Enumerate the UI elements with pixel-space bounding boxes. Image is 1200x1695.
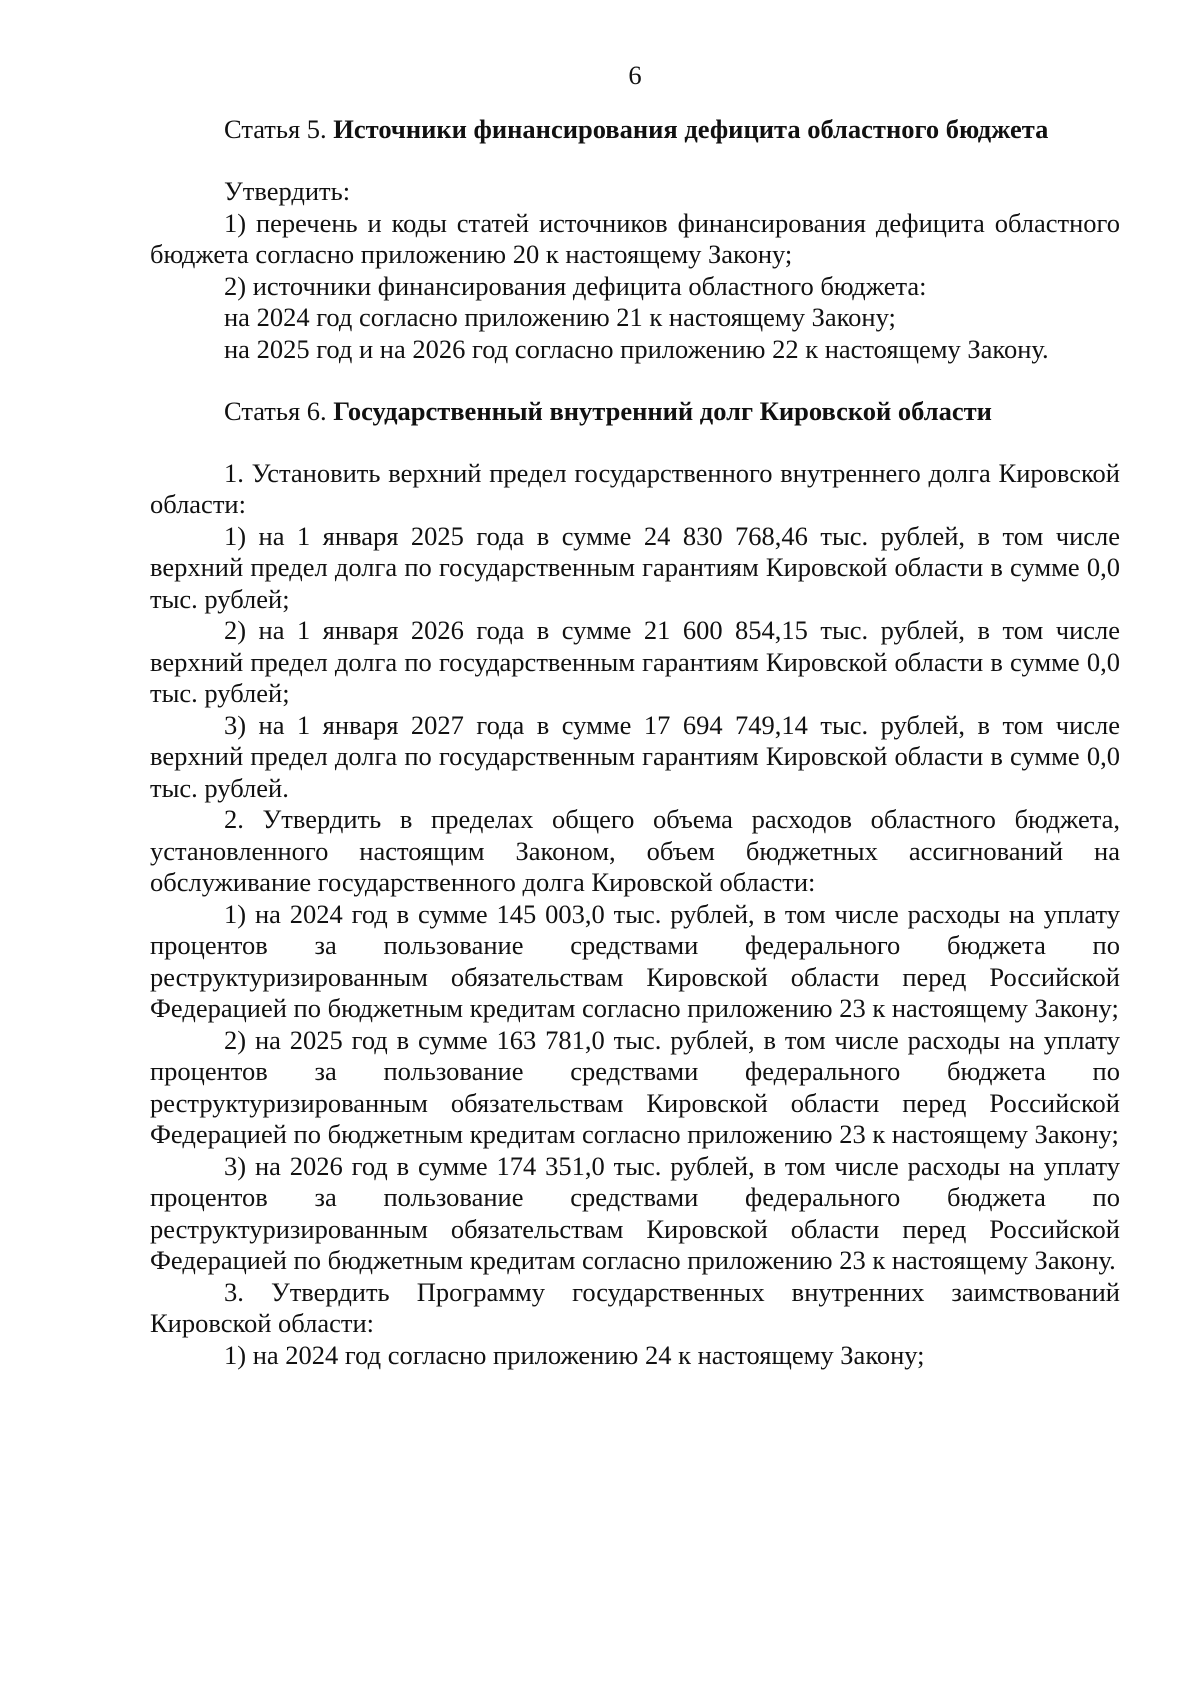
article-6-paragraph: 3) на 2026 год в сумме 174 351,0 тыс. рублей, в том числе расходы на уплату процентов за пользование средствами федерального бюджета по реструктуризированным обязательствам Кировской области перед Российской Федерацией по бюджетным кредитам согласно приложению 23 к настоящему Закону. [150, 1150, 1120, 1275]
article-5-paragraph: 2) источники финансирования дефицита областного бюджета: [224, 270, 927, 301]
article-6-paragraph: 3) на 1 января 2027 года в сумме 17 694 749,14 тыс. рублей, в том числе верхний предел долга по государственным гарантиям Кировской области в сумме 0,0 тыс. рублей. [150, 709, 1120, 803]
article-6-paragraph: 1. Установить верхний предел государственного внутреннего долга Кировской области: [150, 457, 1120, 519]
article-6-paragraph: 1) на 2024 год согласно приложению 24 к настоящему Закону; [224, 1339, 925, 1370]
document-page [150, 60, 1120, 1371]
page-number: 6 [628, 60, 642, 90]
article-6-paragraph: 2. Утвердить в пределах общего объема расходов областного бюджета, установленного настоящим Законом, объем бюджетных ассигнований на обслуживание государственного долга Кировской области: [150, 804, 1120, 897]
article-5-paragraph: на 2025 год и на 2026 год согласно приложению 22 к настоящему Закону. [224, 333, 1049, 364]
article-5-heading [150, 114, 1120, 146]
article-5-intro: Утвердить: [224, 176, 351, 206]
article-5-label: Статья 5. [224, 113, 327, 144]
article-6-paragraph: 2) на 1 января 2026 года в сумме 21 600 854,15 тыс. рублей, в том числе верхний предел долга по государственным гарантиям Кировской области в сумме 0,0 тыс. рублей; [150, 615, 1120, 708]
article-6-label: Статья 6. [224, 396, 327, 426]
article-6-heading [150, 396, 1120, 428]
article-5-paragraph: на 2024 год согласно приложению 21 к настоящему Закону; [224, 302, 896, 332]
article-6-paragraph: 1) на 1 января 2025 года в сумме 24 830 768,46 тыс. рублей, в том числе верхний предел долга по государственным гарантиям Кировской области в сумме 0,0 тыс. рублей; [150, 520, 1120, 614]
article-5-paragraph: 1) перечень и коды статей источников финансирования дефицита областного бюджета согласно приложению 20 к настоящему Закону; [150, 207, 1120, 269]
article-6-paragraph: 1) на 2024 год в сумме 145 003,0 тыс. рублей, в том числе расходы на уплату процентов за пользование средствами федерального бюджета по реструктуризированным обязательствам Кировской области перед Российской Федерацией по бюджетным кредитам согласно приложению 23 к настоящему Закону; [150, 898, 1120, 1023]
article-6-paragraph: 2) на 2025 год в сумме 163 781,0 тыс. рублей, в том числе расходы на уплату процентов за пользование средствами федерального бюджета по реструктуризированным обязательствам Кировской области перед Российской Федерацией по бюджетным кредитам согласно приложению 23 к настоящему Закону; [150, 1024, 1120, 1149]
article-6-title: Государственный внутренний долг Кировской области [333, 396, 992, 426]
article-5-title: Источники финансирования дефицита областного бюджета [333, 113, 1049, 144]
article-6-paragraph: 3. Утвердить Программу государственных внутренних заимствований Кировской области: [150, 1276, 1120, 1338]
